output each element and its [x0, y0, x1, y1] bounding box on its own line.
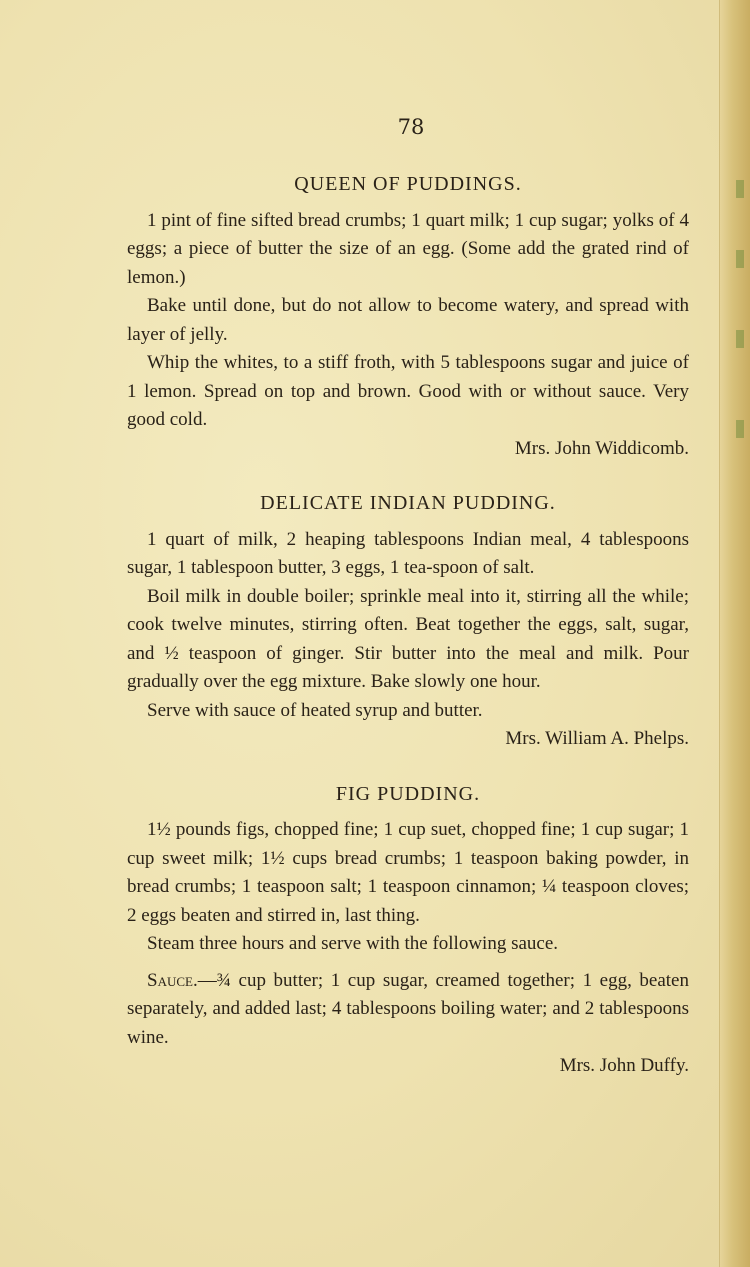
recipe-paragraph: 1 quart of milk, 2 heaping tablespoons Indian meal, 4 tablespoons sugar, 1 tablespoon butter, 3 eggs, 1 tea-spoon of salt.: [127, 528, 689, 578]
page-number: 78: [397, 115, 425, 139]
recipe-signature: Mrs. William A. Phelps.: [505, 728, 689, 749]
recipe-title: QUEEN OF PUDDINGS.: [294, 173, 522, 195]
edge-mark: [736, 330, 744, 348]
sauce-paragraph: [127, 967, 689, 1053]
recipe-signature: Mrs. John Widdicomb.: [514, 437, 689, 459]
recipe-paragraph: Serve with sauce of heated syrup and butter.: [147, 699, 483, 721]
sauce-text: —¾ cup butter; 1 cup sugar, creamed together; 1 egg, beaten separately, and added last; 4 tablespoons boiling water; and 2 tablespoons wine.: [127, 969, 689, 1048]
recipe-title: DELICATE INDIAN PUDDING.: [260, 492, 556, 514]
edge-mark: [736, 420, 744, 438]
sauce-label: Sauce.: [147, 969, 198, 991]
page-content: [127, 170, 689, 1081]
recipe-paragraph: Boil milk in double boiler; sprinkle meal into it, stirring all the while; cook twelve minutes, stirring often. Beat together the eggs, salt, sugar, and ½ teaspoon of ginger. Stir butter into the meal and milk. Pour gradually over the egg mixture. Bake slowly one hour.: [127, 585, 689, 692]
recipe-signature: Mrs. John Duffy.: [559, 1055, 689, 1076]
recipe-paragraph: Whip the whites, to a stiff froth, with 5 tablespoons sugar and juice of 1 lemon. Spread on top and brown. Good with or without sauce. Very good cold.: [127, 352, 689, 430]
edge-mark: [736, 180, 744, 198]
recipe-title: FIG PUDDING.: [335, 782, 481, 805]
recipe-paragraph: 1½ pounds figs, chopped fine; 1 cup suet, chopped fine; 1 cup sugar; 1 cup sweet milk; 1½ cups bread crumbs; 1 teaspoon baking powder, in bread crumbs; 1 teaspoon salt; 1 teaspoon cinnamon; ¼ teaspoon cloves; 2 eggs beaten and stirred in, last thing.: [127, 819, 689, 926]
recipe-paragraph: Bake until done, but do not allow to become watery, and spread with layer of jelly.: [127, 295, 689, 345]
recipe-paragraph: Steam three hours and serve with the following sauce.: [147, 933, 559, 954]
recipe-paragraph: 1 pint of fine sifted bread crumbs; 1 quart milk; 1 cup sugar; yolks of 4 eggs; a piece of butter the size of an egg. (Some add the grated rind of lemon.): [127, 209, 689, 288]
page-edge: [719, 0, 750, 1267]
edge-mark: [736, 250, 744, 268]
